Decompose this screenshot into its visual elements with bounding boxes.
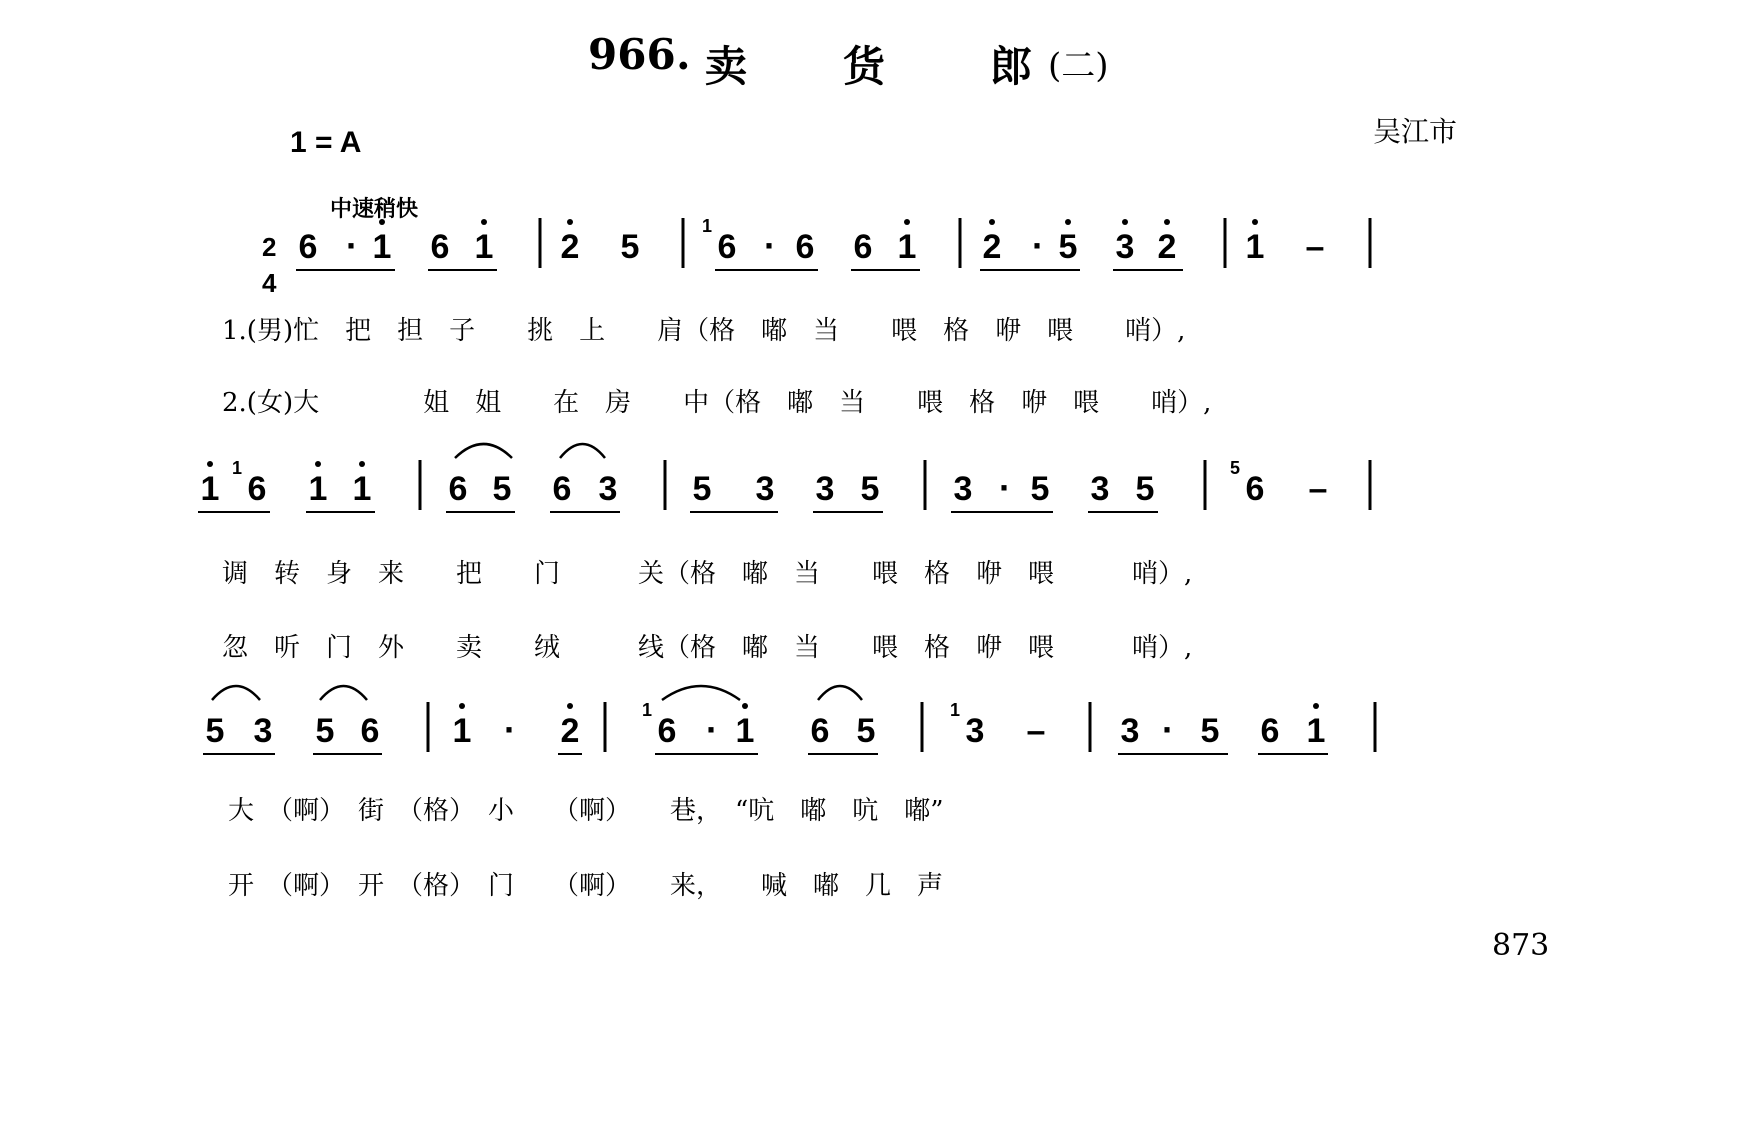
note: 2 (560, 228, 580, 266)
grace-note: 1 (641, 700, 653, 720)
note: 5 (620, 228, 640, 266)
lyric-row1-verse2: 2.(女)大 姐 姐 在 房 中（格 嘟 当 喂 格 咿 喂 哨）, (222, 388, 1212, 418)
note: 6 (810, 712, 830, 750)
octave-dot (1164, 219, 1170, 225)
lyric-row3-verse1: 大 （啊） 街 （格） 小 （啊） 巷， “吭 嘟 吭 嘟” (228, 796, 944, 826)
duration-dot: · (1162, 709, 1174, 750)
octave-dot (904, 219, 910, 225)
duration-dot: · (999, 467, 1011, 508)
grace-note: 1 (231, 458, 243, 478)
note: 3 (953, 470, 973, 508)
note: 6 (448, 470, 468, 508)
note: 5 (205, 712, 225, 750)
octave-dot (567, 703, 573, 709)
region-label: 吴江市 (1373, 115, 1458, 148)
note: 1 (474, 228, 494, 266)
duration-dot: · (764, 225, 776, 266)
octave-dot (1122, 219, 1128, 225)
octave-dot (1252, 219, 1258, 225)
slur (560, 444, 605, 458)
note: – (1026, 712, 1046, 750)
title-char-1: 卖 (705, 42, 748, 91)
lyric-row2-verse1: 调 转 身 来 把 门 关（格 嘟 当 喂 格 咿 喂 哨）, (222, 559, 1193, 589)
note: – (1305, 228, 1325, 266)
octave-dot (742, 703, 748, 709)
octave-dot (567, 219, 573, 225)
duration-dot: · (706, 709, 718, 750)
note: 2 (560, 712, 580, 750)
key-signature: 1 = A (290, 126, 362, 159)
octave-dot (315, 461, 321, 467)
tempo-marking: 中速稍快 (330, 196, 419, 222)
note: 5 (1200, 712, 1220, 750)
note: 6 (247, 470, 267, 508)
note: 5 (315, 712, 335, 750)
slur (320, 686, 367, 700)
note: 3 (598, 470, 618, 508)
octave-dot (359, 461, 365, 467)
duration-dot: · (504, 709, 516, 750)
note: 2 (982, 228, 1002, 266)
title-number: 966 (588, 30, 676, 79)
note: 6 (717, 228, 737, 266)
note: 6 (795, 228, 815, 266)
title-char-2: 货 (843, 42, 886, 91)
octave-dot (1313, 703, 1319, 709)
note: 6 (552, 470, 572, 508)
note: – (1308, 470, 1328, 508)
note: 1 (452, 712, 472, 750)
note: 3 (1115, 228, 1135, 266)
octave-dot (481, 219, 487, 225)
note: 5 (1058, 228, 1078, 266)
duration-dot: · (346, 225, 358, 266)
octave-dot (989, 219, 995, 225)
grace-note: 1 (949, 700, 961, 720)
note: 3 (253, 712, 273, 750)
note: 5 (860, 470, 880, 508)
title-suffix: (二) (1048, 46, 1109, 86)
note: 1 (372, 228, 392, 266)
note: 5 (692, 470, 712, 508)
page-number: 873 (1492, 928, 1550, 963)
note: 1 (1245, 228, 1265, 266)
note: 6 (298, 228, 318, 266)
note: 3 (1090, 470, 1110, 508)
note: 6 (853, 228, 873, 266)
note: 3 (965, 712, 985, 750)
lyric-row2-verse2: 忽 听 门 外 卖 绒 线（格 嘟 当 喂 格 咿 喂 哨）, (222, 633, 1193, 663)
slur (818, 686, 862, 700)
title-char-3: 郎 (990, 42, 1033, 91)
note: 5 (1030, 470, 1050, 508)
note: 6 (430, 228, 450, 266)
note: 3 (815, 470, 835, 508)
time-signature-bottom: 4 (262, 268, 277, 298)
lyric-row3-verse2: 开 （啊） 开 （格） 门 （啊） 来， 喊 嘟 几 声 (228, 871, 944, 901)
note: 6 (657, 712, 677, 750)
note: 2 (1157, 228, 1177, 266)
note: 5 (492, 470, 512, 508)
duration-dot: · (1032, 225, 1044, 266)
octave-dot (1065, 219, 1071, 225)
slur (662, 686, 740, 700)
note: 3 (1120, 712, 1140, 750)
note: 6 (1260, 712, 1280, 750)
note: 1 (735, 712, 755, 750)
note: 1 (1306, 712, 1326, 750)
note: 1 (897, 228, 917, 266)
note: 6 (1245, 470, 1265, 508)
octave-dot (207, 461, 213, 467)
octave-dot (459, 703, 465, 709)
grace-note: 5 (1229, 458, 1241, 478)
note: 5 (856, 712, 876, 750)
lyric-row1-verse1: 1.(男)忙 把 担 子 挑 上 肩（格 嘟 当 喂 格 咿 喂 哨）, (222, 316, 1186, 346)
time-signature-top: 2 (262, 232, 277, 262)
note: 3 (755, 470, 775, 508)
note: 5 (1135, 470, 1155, 508)
note: 1 (352, 470, 372, 508)
note: 1 (308, 470, 328, 508)
grace-note: 1 (701, 216, 713, 236)
note: 1 (200, 470, 220, 508)
slur (212, 686, 260, 700)
note: 6 (360, 712, 380, 750)
title-dot: . (676, 30, 691, 79)
slur (455, 444, 512, 458)
